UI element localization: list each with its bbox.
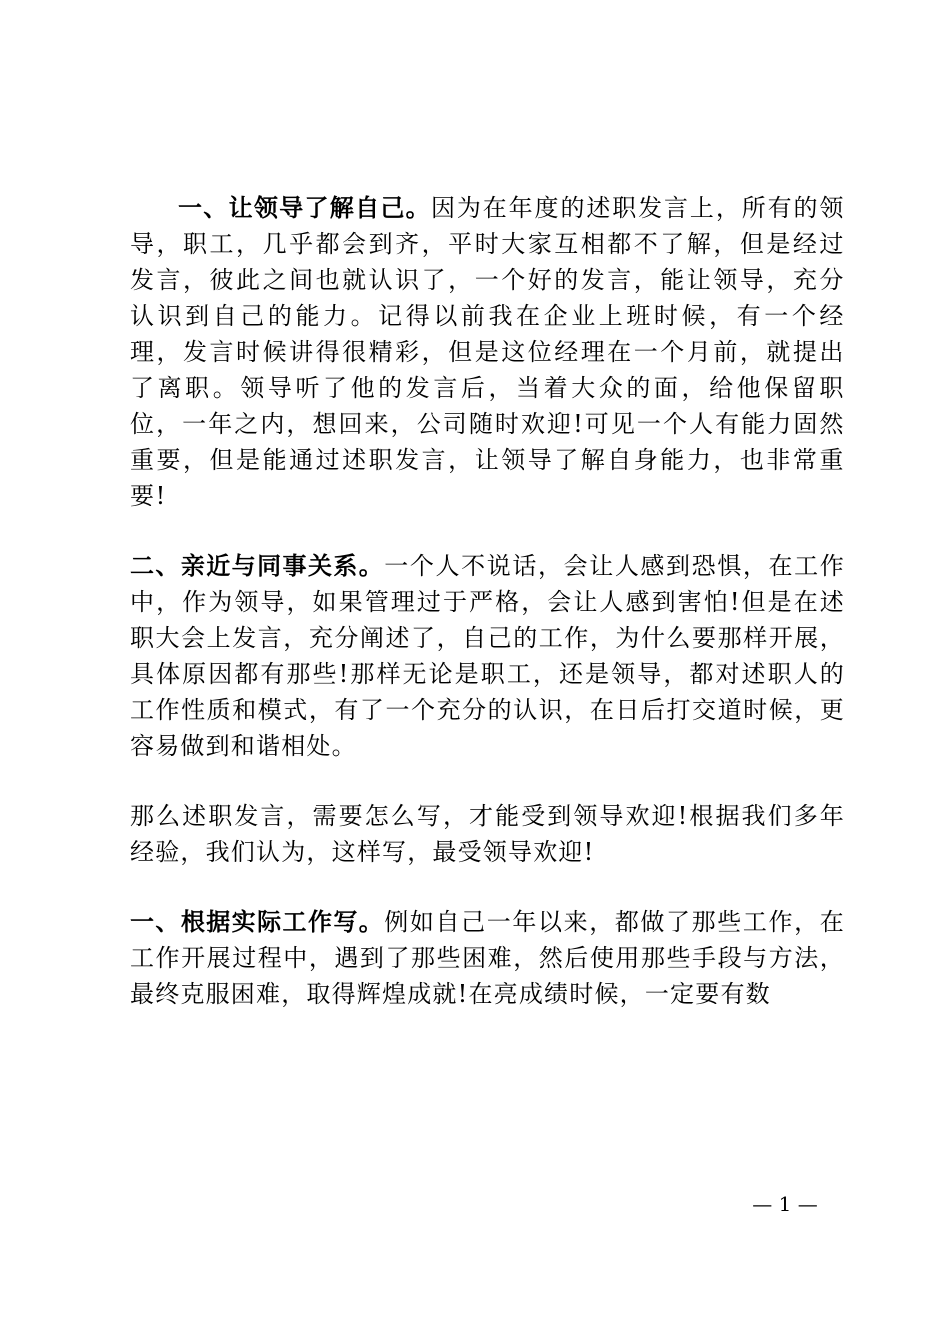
paragraph-text: 例如自己一年以来，都做了那些工作，在工作开展过程中，遇到了那些困难，然后使用那些手段与方法，最终克服困难，取得辉煌成就!在亮成绩时候，一定要有数	[130, 908, 845, 1008]
page-number: — 1 —	[752, 1192, 818, 1216]
paragraph-colleague-relations	[130, 548, 845, 764]
document-body	[130, 190, 845, 1012]
paragraph-heading: 二、亲近与同事关系。	[130, 552, 385, 580]
paragraph-text: 一个人不说话，会让人感到恐惧，在工作中，作为领导，如果管理过于严格，会让人感到害怕!但是在述职大会上发言，充分阐述了，自己的工作，为什么要那样开展，具体原因都有那些!那样无论是职工，还是领导，都对述职人的工作性质和模式，有了一个充分的认识，在日后打交道时候，更容易做到和谐相处。	[130, 552, 845, 760]
paragraph-leadership-understanding	[130, 190, 845, 514]
paragraph-text: 因为在年度的述职发言上，所有的领导，职工，几乎都会到齐，平时大家互相都不了解，但是经过发言，彼此之间也就认识了，一个好的发言，能让领导，充分认识到自己的能力。记得以前我在企业上班时候，有一个经理，发言时候讲得很精彩，但是这位经理在一个月前，就提出了离职。领导听了他的发言后，当着大众的面，给他保留职位，一年之内，想回来，公司随时欢迎!可见一个人有能力固然重要，但是能通过述职发言，让领导了解自身能力，也非常重要!	[130, 194, 846, 510]
paragraph-text: 那么述职发言，需要怎么写，才能受到领导欢迎!根据我们多年经验，我们认为，这样写，最受领导欢迎!	[130, 802, 845, 866]
paragraph-actual-work	[130, 904, 845, 1012]
paragraph-heading: 一、根据实际工作写。	[130, 908, 385, 936]
paragraph-how-to-write	[130, 798, 845, 870]
paragraph-heading: 一、让领导了解自己。	[178, 194, 431, 222]
